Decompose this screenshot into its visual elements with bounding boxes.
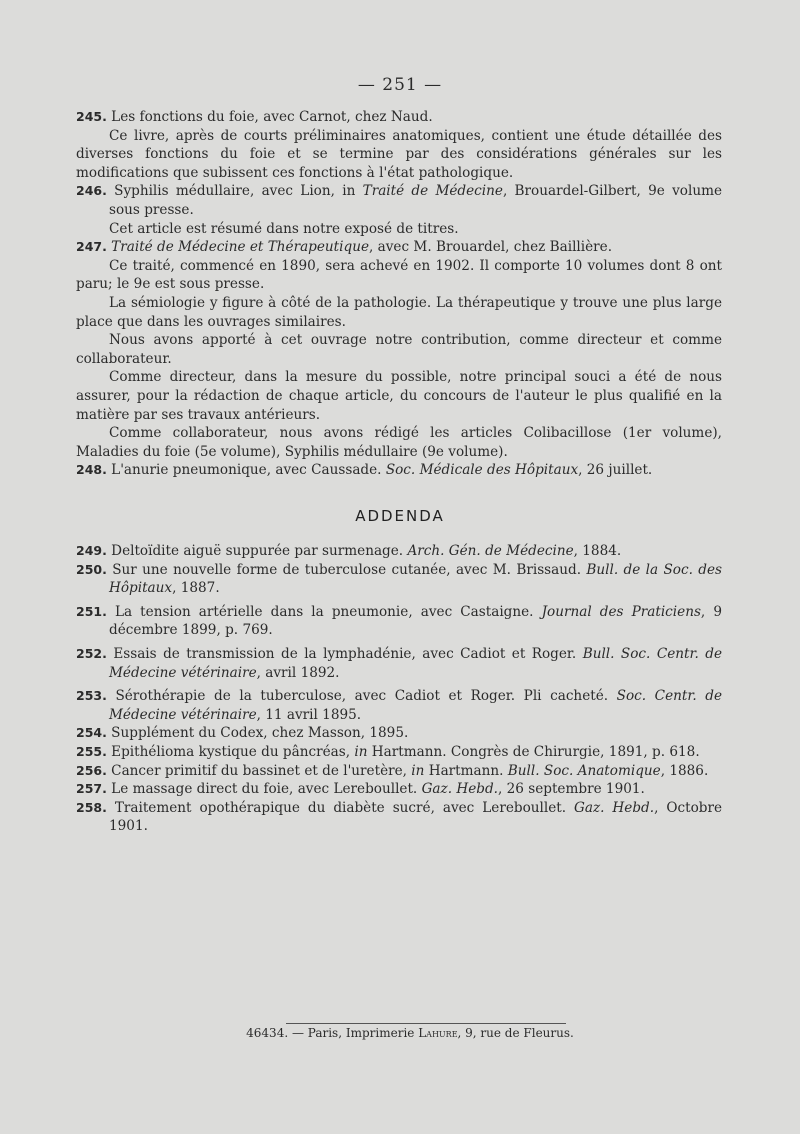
entry-text-end: , 1886. — [660, 762, 709, 779]
entry-258 — [76, 799, 722, 836]
para-text: (1er volume), — [611, 425, 722, 442]
entry-journal: Soc. Centr. de Médecine vétérinaire — [109, 688, 722, 723]
entry-text-end: , 26 juillet. — [578, 462, 653, 479]
entry-number: 254. — [76, 725, 107, 741]
entry-245 — [76, 108, 722, 127]
entry-journal: in — [354, 743, 368, 760]
entry-number: 252. — [76, 645, 107, 661]
entry-257 — [76, 780, 722, 799]
entry-number: 256. — [76, 762, 107, 778]
entry-253 — [76, 687, 722, 724]
entry-text-end: , Brouardel-Gilbert, 9e volume sous presse. — [109, 183, 723, 218]
article-title: Syphilis médullaire — [284, 443, 418, 460]
addenda-heading: ADDENDA — [355, 507, 445, 525]
entry-252 — [76, 645, 722, 682]
entry-journal: Arch. Gén. de Médecine — [407, 543, 574, 559]
entry-text-mid: Hartmann. — [424, 762, 508, 779]
entry-journal: Bull. de la Soc. des Hôpitaux — [109, 561, 722, 597]
entry-text: Syphilis médullaire, avec Lion, in — [114, 183, 363, 200]
imprint-text: Paris, Imprimerie — [307, 1026, 419, 1040]
para-text: Comme collaborateur, nous avons rédigé les articles — [109, 425, 524, 442]
entry-number: 246. — [76, 183, 107, 199]
para-text: (9e volume). — [417, 443, 508, 460]
entry-text: Traitement opothérapique du diabète sucré, avec Lereboullet. — [114, 799, 575, 816]
entry-text-end: , avril 1892. — [256, 664, 340, 681]
entry-247-para-2: La sémiologie y figure à côté de la pathologie. La thérapeutique y trouve une plus large place que dans les ouvrages similaires. — [76, 294, 722, 330]
entry-250 — [76, 561, 722, 598]
entry-number: 247. — [76, 239, 107, 255]
entry-journal: Bull. Soc. Centr. de Médecine vétérinaire — [109, 645, 723, 681]
printer-name: Lahure — [418, 1026, 458, 1040]
entry-journal: Journal des Praticiens — [541, 603, 701, 620]
entry-255 — [76, 743, 722, 762]
entry-246 — [76, 182, 722, 219]
entry-text-end: , 26 septembre 1901. — [497, 781, 645, 798]
entry-text-end: , 1887. — [172, 580, 220, 597]
entry-text: Supplément du Codex, chez Masson, 1895. — [111, 725, 409, 742]
entry-text-end: Hartmann. Congrès de Chirurgie, 1891, p. 618. — [367, 743, 700, 760]
entry-number: 255. — [76, 743, 107, 759]
imprint-address: , 9, rue de Fleurus. — [457, 1026, 574, 1040]
entry-number: 250. — [76, 561, 107, 577]
entry-number: 249. — [76, 543, 107, 558]
entry-title: Les fonctions du foie, avec Carnot, chez Naud. — [111, 109, 433, 125]
entry-text: Sur une nouvelle forme de tuberculose cutanée, avec M. Brissaud. — [112, 561, 587, 578]
entry-247 — [76, 238, 722, 257]
entry-journal-2: Bull. Soc. Anatomique — [507, 762, 661, 779]
entry-text-end: , 9 décembre 1899, p. 769. — [109, 603, 722, 639]
entry-journal: in — [411, 762, 425, 779]
entry-text-end: , avec M. Brouardel, chez Baillière. — [369, 239, 613, 256]
entry-254 — [76, 724, 722, 743]
entry-journal: Traité de Médecine et Thérapeutique — [111, 239, 369, 256]
main-entries — [76, 108, 722, 480]
entry-journal: Gaz. Hebd. — [574, 799, 655, 816]
entry-text-end: , Octobre 1901. — [109, 799, 722, 835]
entry-246-description: Cet article est résumé dans notre exposé de titres. — [109, 220, 459, 237]
entry-245-description: Ce livre, après de courts préliminaires anatomiques, contient une étude détaillée des diverses fonctions du foie et se termine par des considérations générales sur les modifications que subissent ces fonctions à l'état pathologique. — [76, 127, 722, 181]
entry-number: 245. — [76, 109, 107, 124]
print-code: 46434. — — [246, 1026, 304, 1040]
entry-text: L'anurie pneumonique, avec Caussade. — [111, 462, 386, 479]
entry-247-para-4: Comme directeur, dans la mesure du possible, notre principal souci a été de nous assurer, pour la rédaction de chaque article, du concours de l'auteur le plus qualifié en la matière par ses travaux antérieurs. — [76, 369, 722, 423]
entry-text: La tension artérielle dans la pneumonie, avec Castaigne. — [114, 603, 542, 620]
imprint-footer — [245, 1026, 575, 1040]
entry-journal: Soc. Médicale des Hôpitaux — [385, 462, 579, 479]
entry-text: Deltoïdite aiguë suppurée par surmenage. — [111, 543, 408, 559]
entry-number: 253. — [76, 688, 107, 704]
entry-249 — [76, 542, 722, 561]
footer-rule — [286, 1023, 566, 1024]
entry-247-para-1: Ce traité, commencé en 1890, sera achevé en 1902. Il comporte 10 volumes dont 8 ont paru; le 9e est sous presse. — [76, 257, 722, 293]
article-title: Colibacillose — [523, 425, 612, 442]
entry-journal: Gaz. Hebd. — [421, 781, 498, 798]
entry-number: 257. — [76, 781, 107, 797]
entry-251 — [76, 603, 722, 640]
entry-number: 258. — [76, 799, 107, 815]
entry-text: Cancer primitif du bassinet et de l'uretère, — [111, 762, 412, 779]
entry-text-end: , 11 avril 1895. — [256, 706, 362, 723]
entry-247-para-5 — [76, 424, 722, 461]
entry-text: Epithélioma kystique du pâncréas, — [111, 743, 355, 760]
entry-text: Essais de transmission de la lymphadénie, avec Cadiot et Roger. — [113, 645, 583, 662]
para-text: (5e volume), — [190, 443, 285, 460]
entry-248 — [76, 461, 722, 480]
entry-number: 251. — [76, 603, 107, 619]
entry-256 — [76, 762, 722, 781]
entry-text-end: , 1884. — [573, 543, 622, 559]
entry-247-para-3: Nous avons apporté à cet ouvrage notre contribution, comme directeur et comme collaborateur. — [76, 332, 722, 367]
article-title: Maladies du foie — [76, 443, 191, 460]
entry-journal: Traité de Médecine — [362, 183, 503, 200]
page-number: — 251 — — [357, 75, 443, 95]
entry-number: 248. — [76, 462, 107, 478]
entry-text: Sérothérapie de la tuberculose, avec Cadiot et Roger. Pli cacheté. — [115, 688, 617, 705]
addenda-entries — [76, 542, 722, 836]
entry-text: Le massage direct du foie, avec Lereboullet. — [111, 781, 422, 798]
